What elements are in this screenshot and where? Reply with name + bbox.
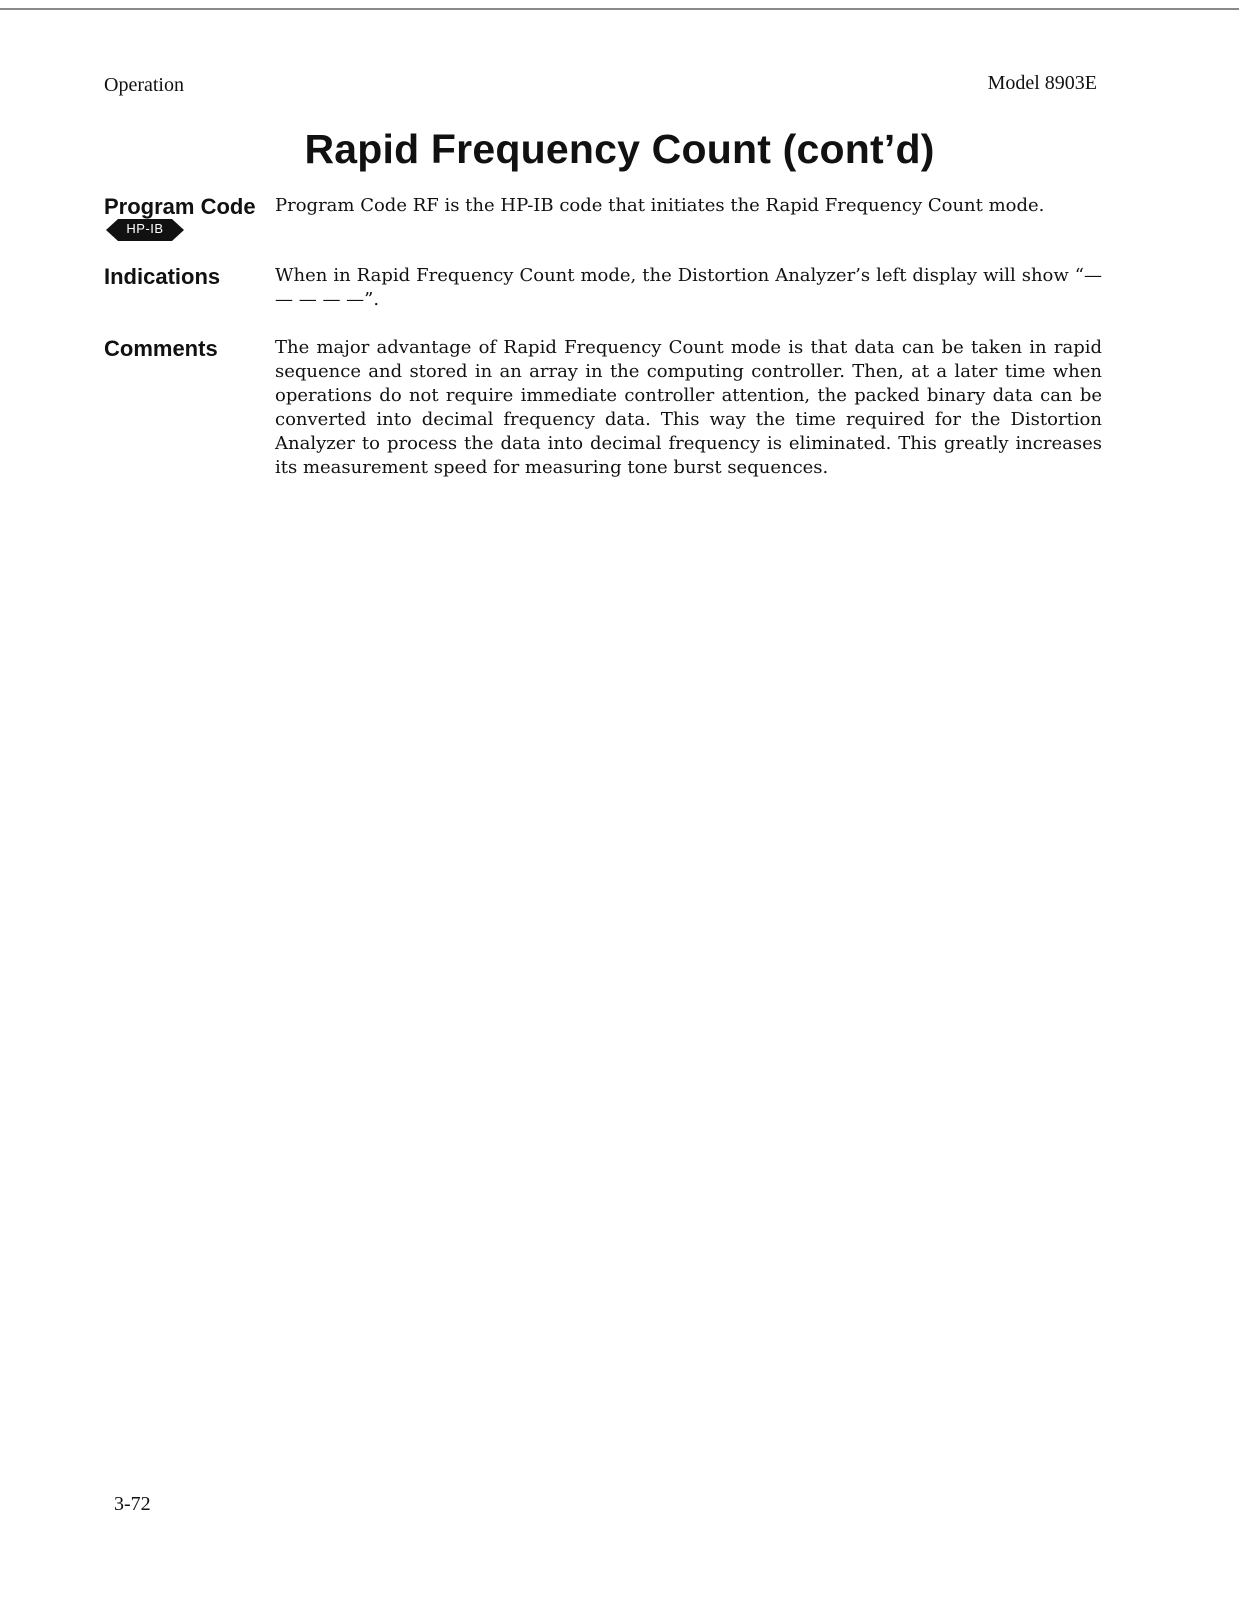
comments-text: The major advantage of Rapid Frequency Count mode is that data can be taken in rapid sequence and stored in an array in the computing controller. Then, at a later time when operations do not require immediate controller attention, the packed binary data can be converted into decimal frequency data. This way the time required for the Distortion Analyzer to process the data into decimal frequency is eliminated. This greatly increases its measurement speed for measuring tone burst sequences. bbox=[275, 337, 1102, 478]
comments-section bbox=[104, 336, 1104, 496]
program-code-text: Program Code RF is the HP-IB code that initiates the Rapid Frequency Count mode. bbox=[275, 195, 1045, 216]
program-code-label: Program Code bbox=[104, 194, 256, 219]
hp-ib-badge-label: HP-IB bbox=[126, 221, 164, 236]
indications-section bbox=[104, 264, 1104, 324]
running-head-section: Operation bbox=[104, 74, 184, 96]
page-title: Rapid Frequency Count (cont’d) bbox=[304, 126, 935, 172]
indications-label: Indications bbox=[104, 264, 221, 289]
comments-label: Comments bbox=[104, 336, 218, 361]
hp-ib-badge bbox=[106, 219, 184, 241]
top-rule bbox=[0, 8, 1239, 10]
page-number: 3-72 bbox=[114, 1493, 151, 1515]
running-head-model: Model 8903E bbox=[987, 72, 1097, 94]
program-code-section bbox=[104, 194, 1104, 254]
indications-text: When in Rapid Frequency Count mode, the Distortion Analyzer’s left display will show “— — — — —”. bbox=[275, 265, 1102, 310]
